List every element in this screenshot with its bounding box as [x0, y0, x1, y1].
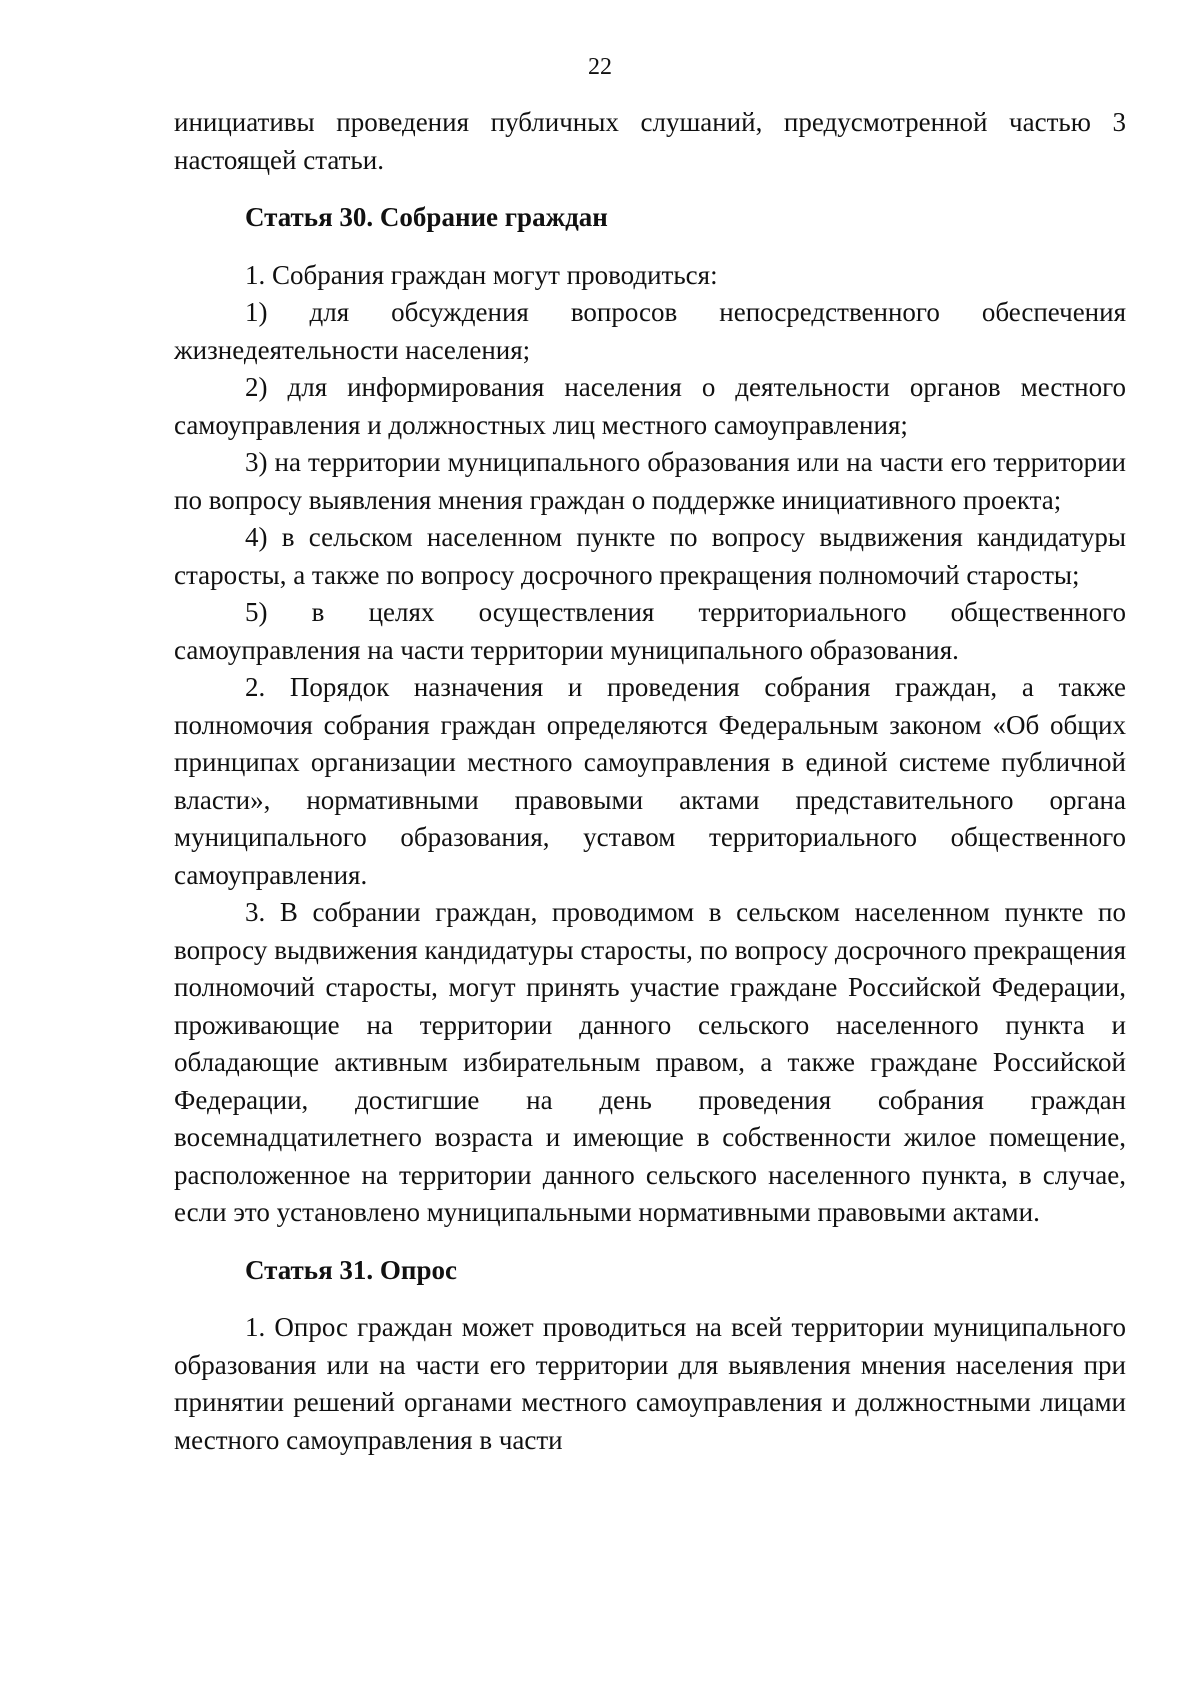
article-30-item-1: 1) для обсуждения вопросов непосредственного обеспечения жизнедеятельности населения;: [174, 297, 1126, 365]
document-body: [174, 104, 1126, 1459]
article-30-para-1: 1. Собрания граждан могут проводиться:: [245, 259, 718, 290]
article-30-item-3: 3) на территории муниципального образования или на части его территории по вопросу выявления мнения граждан о поддержке инициативного проекта;: [174, 447, 1126, 515]
article-30-item-5: 5) в целях осуществления территориального общественного самоуправления на части территории муниципального образования.: [174, 597, 1126, 665]
article-30-para-3: 3. В собрании граждан, проводимом в сельском населенном пункте по вопросу выдвижения кандидатуры старосты, по вопросу досрочного прекращения полномочий старосты, могут принять участие граждане Российской Федерации, проживающие на территории данного сельского населенного пункта и обладающие активным избирательным правом, а также граждане Российской Федерации, достигшие на день проведения собрания граждан восемнадцатилетнего возраста и имеющие в собственности жилое помещение, расположенное на территории данного сельского населенного пункта, в случае, если это установлено муниципальными нормативными правовыми актами.: [174, 897, 1126, 1227]
article-31-para-1: 1. Опрос граждан может проводиться на всей территории муниципального образования или на части его территории для выявления мнения населения при принятии решений органами местного самоуправления и должностными лицами местного самоуправления в части: [174, 1312, 1126, 1455]
page-number: 22: [588, 54, 612, 80]
article-30-para-2: 2. Порядок назначения и проведения собрания граждан, а также полномочия собрания граждан определяются Федеральным законом «Об общих принципах организации местного самоуправления в единой системе публичной власти», нормативными правовыми актами представительного органа муниципального образования, уставом территориального общественного самоуправления.: [174, 672, 1126, 890]
article-30-item-4: 4) в сельском населенном пункте по вопросу выдвижения кандидатуры старосты, а также по вопросу досрочного прекращения полномочий старосты;: [174, 522, 1126, 590]
article-31-heading: Статья 31. Опрос: [245, 1254, 457, 1285]
article-30-heading: Статья 30. Собрание граждан: [245, 202, 608, 232]
article-30-item-2: 2) для информирования населения о деятельности органов местного самоуправления и должностных лиц местного самоуправления;: [174, 372, 1126, 440]
paragraph-continuation: инициативы проведения публичных слушаний, предусмотренной частью 3 настоящей статьи.: [174, 107, 1126, 175]
